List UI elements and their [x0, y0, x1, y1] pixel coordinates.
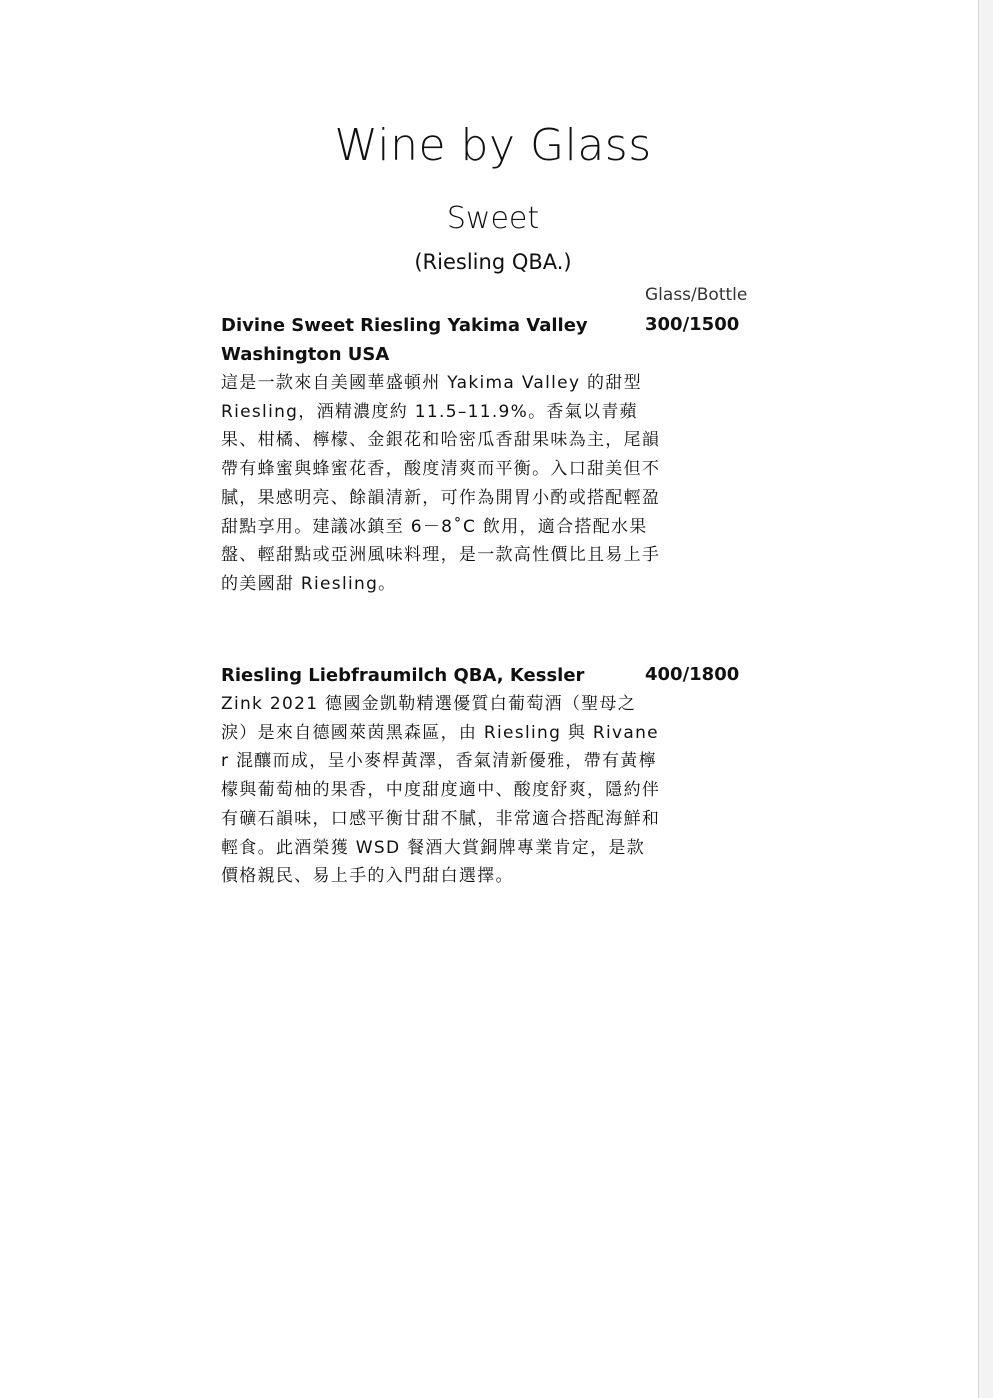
wine-name: Riesling Liebfraumilch QBA, Kessler: [221, 665, 585, 686]
price-column-header: Glass/Bottle: [645, 285, 748, 305]
grape-type-label: (Riesling QBA.): [414, 250, 572, 274]
category-heading: Sweet: [446, 201, 540, 236]
wine-price: 400/1800: [645, 664, 740, 685]
wine-entry: [221, 311, 661, 599]
wine-description: Zink 2021 德國金凱勒精選優質白葡萄酒（聖母之淚）是來自德國萊茵黑森區，由 Riesling 與 Rivaner 混釀而成，呈小麥桿黃澤，香氣清新優雅，帶有黃檸檬與葡萄柚的果香，中度甜度適中、酸度舒爽，隱約伴有礦石韻味，口感平衡甘甜不膩，非常適合搭配海鮮和輕食。此酒榮獲 WSD 餐酒大賞銅牌專業肯定，是款價格親民、易上手的入門甜白選擇。: [221, 694, 661, 887]
wine-name: Divine Sweet Riesling Yakima Valley Washington USA: [221, 315, 588, 365]
page-edge-scrollbar[interactable]: [978, 0, 993, 1398]
wine-entry: [221, 661, 661, 891]
page-title: Wine by Glass: [334, 120, 652, 171]
wine-description: 這是一款來自美國華盛頓州 Yakima Valley 的甜型 Riesling，酒精濃度約 11.5–11.9%。香氣以青蘋果、柑橘、檸檬、金銀花和哈密瓜香甜果味為主，尾韻帶有蜂蜜與蜂蜜花香，酸度清爽而平衡。入口甜美但不膩，果感明亮、餘韻清新，可作為開胃小酌或搭配輕盈甜點享用。建議冰鎮至 6－8˚C 飲用，適合搭配水果盤、輕甜點或亞洲風味料理，是一款高性價比且易上手的美國甜 Riesling。: [221, 373, 661, 594]
wine-price: 300/1500: [645, 314, 740, 335]
